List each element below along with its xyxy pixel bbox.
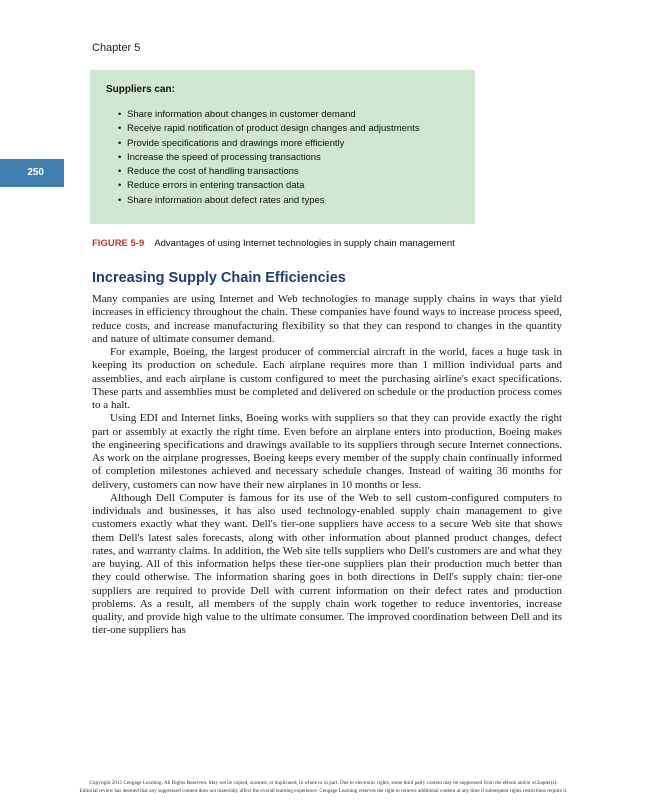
callout-item: • Receive rapid notification of product design changes and adjustments — [118, 122, 475, 136]
figure-caption-text: Advantages of using Internet technologies in supply chain management — [154, 238, 455, 249]
page-number-tab: 250 — [0, 159, 64, 187]
callout-item: • Reduce errors in entering transaction data — [118, 179, 475, 193]
callout-list — [106, 108, 475, 208]
callout-item: • Reduce the cost of handling transactions — [118, 165, 475, 179]
suppliers-callout-box — [90, 70, 475, 224]
bullet-icon: • — [118, 194, 122, 206]
callout-title: Suppliers can: — [106, 84, 175, 95]
paragraph: Although Dell Computer is famous for its use of the Web to sell custom-configured computers to individuals and businesses, it has also used technology-enabled supply chain management to give customers exactly what they want. Dell's tier-one suppliers have access to a secure Web site that shows them Dell's latest sales forecasts, along with other information about planned product changes, defect rates, and warranty claims. In addition, the Web site tells suppliers who Dell's customers are and what they are buying. All of this information helps these tier-one suppliers plan their production much better than they could otherwise. The information sharing goes in both directions in Dell's supply chain: tier-one suppliers are required to provide Dell with current information on their defect rates and production problems. As a result, all members of the supply chain work together to reduce inventories, increase quality, and provide high value to the ultimate consumer. The improved coordination between Dell and its tier-one suppliers has — [92, 491, 562, 637]
figure-caption — [92, 238, 455, 249]
figure-label: FIGURE 5-9 — [92, 238, 145, 249]
callout-item: • Share information about changes in customer demand — [118, 108, 475, 122]
bullet-icon: • — [118, 180, 122, 192]
bullet-icon: • — [118, 137, 122, 149]
paragraph: Using EDI and Internet links, Boeing works with suppliers so that they can provide exactly the right part or assembly at exactly the right time. Even before an airplane enters into production, Boeing makes the engineering specifications and drawings available to its suppliers through secure Internet connections. As work on the airplane progresses, Boeing keeps every member of the supply chain continually informed of completion milestones achieved and necessary schedule changes. Instead of waiting 36 months for delivery, customers can now have their new airplanes in 10 months or less. — [92, 412, 562, 491]
section-title: Increasing Supply Chain Efficiencies — [92, 270, 346, 286]
copyright-line: Editorial review has deemed that any suppressed content does not materially affect the overall learning experience. Cengage Learning reserves the right to remove additional content at any time if subsequent rights restrictions require it. — [79, 788, 568, 794]
callout-item: • Share information about defect rates and types — [118, 194, 475, 208]
paragraph: Many companies are using Internet and Web technologies to manage supply chains in ways that yield increases in efficiency throughout the chain. These companies have found ways to increase process speed, reduce costs, and increase manufacturing flexibility so that they can respond to changes in the quantity and nature of ultimate consumer demand. — [92, 293, 562, 345]
callout-item: • Increase the speed of processing transactions — [118, 151, 475, 165]
bullet-icon: • — [118, 109, 122, 120]
copyright-line: Copyright 2015 Cengage Learning. All Rights Reserved. May not be copied, scanned, or duplicated, in whole or in part. Due to electronic rights, some third party content may be suppressed from the eBook and/or eChapter(s). — [89, 780, 558, 786]
chapter-header: Chapter 5 — [92, 42, 141, 54]
bullet-icon: • — [118, 151, 122, 163]
paragraph: For example, Boeing, the largest producer of commercial aircraft in the world, faces a huge task in keeping its production on schedule. Each airplane requires more than 1 million individual parts and assemblies, and each airplane is custom configured to meet the purchasing airline's exact specifications. These parts and assemblies must be completed and delivered on schedule or the production process comes to a halt. — [92, 346, 562, 411]
bullet-icon: • — [118, 123, 122, 135]
body-text — [92, 293, 562, 638]
bullet-icon: • — [118, 166, 122, 178]
callout-item: • Provide specifications and drawings more efficiently — [118, 137, 475, 151]
copyright-footer — [0, 779, 647, 795]
